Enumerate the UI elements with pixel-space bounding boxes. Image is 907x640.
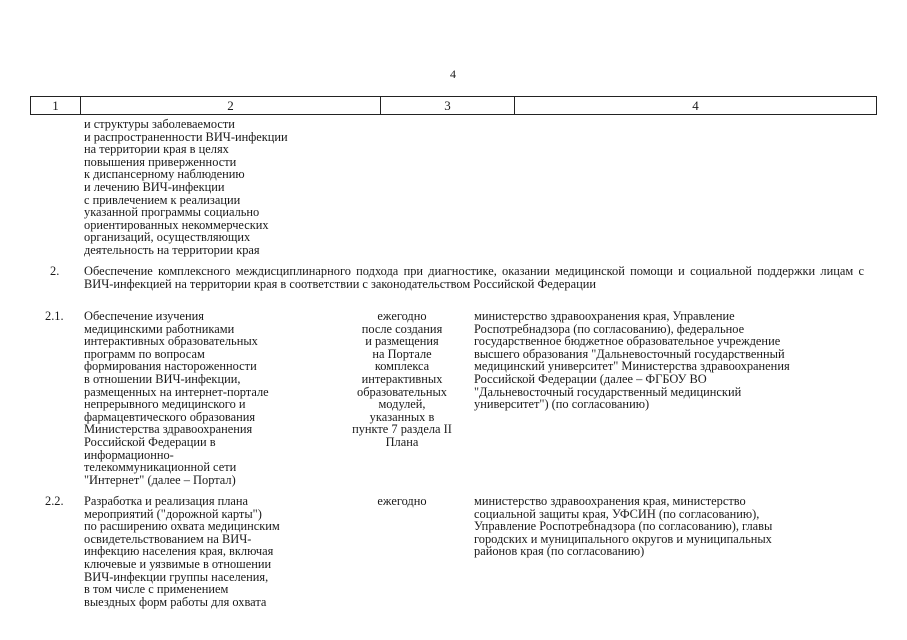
continuation-description: и структуры заболеваемости и распространенности ВИЧ-инфекции на территории края в целях повышения приверженности к диспансерному наблюдению и лечению ВИЧ-инфекции с привлечением к реализации указанной программы социально ориентированных некоммерческих организаций, осуществляющих деятельность на территории края: [84, 117, 288, 257]
row-2-1-description: Обеспечение изучения медицинскими работниками интерактивных образовательных программ по вопросам формирования настороженности в отношении ВИЧ-инфекции, размещенных на интернет-портале непрерывного медицинского и фармацевтического образования Министерства здравоохранения Российской Федерации в информационно- телекоммуникационной сети "Интернет" (далее – Портал): [84, 309, 269, 487]
page-number: 4: [450, 67, 456, 81]
header-col-1: 1: [31, 97, 81, 114]
header-col-2: 2: [81, 97, 381, 114]
header-col-4: 4: [692, 98, 699, 113]
table-header-row: [30, 96, 877, 115]
row-2-1-deadline: ежегодно после создания и размещения на Портале комплекса интерактивных образовательных модулей, указанных в пункте 7 раздела II Плана: [352, 309, 452, 449]
row-2-2-responsible: министерство здравоохранения края, министерство социальной защиты края, УФСИН (по согласованию), Управление Роспотребнадзора (по согласованию), главы городских и муниципального округов и муниципальных районов края (по согласованию): [474, 494, 773, 559]
row-2-2-number: 2.2.: [45, 494, 64, 508]
row-2-1-number: 2.1.: [45, 309, 64, 323]
header-col-3: 3: [381, 97, 515, 114]
section-2-number: 2.: [50, 264, 60, 278]
row-2-1-responsible: министерство здравоохранения края, Управление Роспотребнадзора (по согласованию), федеральное государственное бюджетное образовательное учреждение высшего образования "Дальневосточный государственный медицинский университет" Министерства здравоохранения Российской Федерации (далее – ФГБОУ ВО "Дальневосточный государственный медицинский университет") (по согласованию): [474, 309, 790, 412]
section-2-heading: Обеспечение комплексного междисциплинарного подхода при диагностике, оказании медицинской помощи и социальной поддержки лицам с ВИЧ-инфекцией на территории края в соответствии с законодательством Российской Федерации: [84, 264, 864, 291]
row-2-2-description: Разработка и реализация плана мероприятий ("дорожной карты") по расширению охвата медицинским освидетельствованием на ВИЧ- инфекцию населения края, включая ключевые и уязвимые в отношении ВИЧ-инфекции группы населения, в том числе с применением выездных форм работы для охвата: [84, 494, 280, 609]
row-2-2-deadline: ежегодно: [377, 494, 427, 508]
